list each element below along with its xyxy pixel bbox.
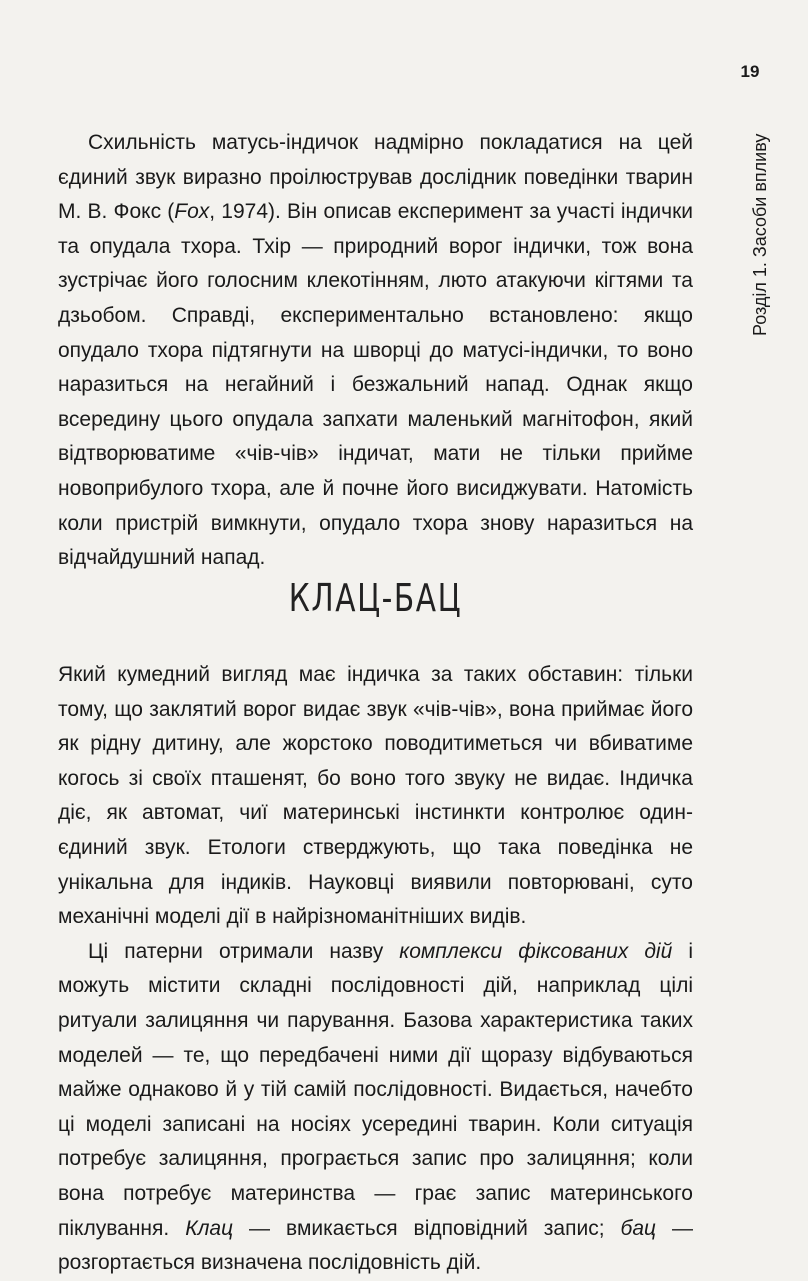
section-heading: КЛАЦ-БАЦ (288, 576, 463, 620)
running-header: Розділ 1. Засоби впливу (750, 133, 770, 336)
term-italic: комплекси фіксованих дій (399, 939, 673, 963)
text-span: — розгортається визначена послідовність дій. (58, 1216, 693, 1275)
paragraph-fixed-action-patterns (58, 935, 693, 1281)
text-span: Ці патерни отримали назву (88, 939, 400, 963)
term-italic: бац (620, 1216, 657, 1240)
text-span: , 1974). Він описав експеримент за участі індички та опудала тхора. Тхір — природний ворог індички, тож вона зустрічає його голосним клекотінням, люто атакуючи кігтями та дзьобом. Справді, експериментально встановлено: якщо опудало тхора підтягнути на шворці до матусі-індички, то воно наразиться на негайний і безжальний напад. Однак якщо всередину цього опудала запхати маленький магнітофон, який відтворюватиме «чів-чів» індичат, мати не тільки прийме новоприбулого тхора, але й почне його висиджувати. Натомість коли пристрій вимкнути, опудало тхора знову наразиться на відчайдушний напад. (58, 200, 693, 570)
section-body (58, 658, 693, 1281)
paragraph-turkey-behavior: Який кумедний вигляд має індичка за таких обставин: тільки тому, що заклятий ворог видає звук «чів-чів», вона приймає його як рідну дитину, але жорстоко поводитиметься чи вбиватиме когось зі своїх пташенят, бо воно того звуку не видає. Індичка діє, як автомат, чиї материнські інстинкти контролює один-єдиний звук. Етологи стверджують, що така поведінка не унікальна для індиків. Науковці виявили повторювані, суто механічні моделі дії в найрізноманітніших видів. (58, 663, 693, 929)
paragraph-fox-experiment (58, 126, 693, 576)
paragraph-text (58, 126, 693, 576)
term-italic: Клац (185, 1216, 234, 1240)
page-number: 19 (740, 62, 760, 81)
citation-author: Fox (174, 200, 210, 224)
text-span: — вмикається відповідний запис; (233, 1216, 621, 1240)
text-span: і можуть містити складні послідовності дій, наприклад цілі ритуали залицяння чи парування. Базова характеристика таких моделей — те, що передбачені ними дії щоразу відбуваються майже однаково й у тій самій послідовності. Видається, начебто ці моделі записані на носіях усередині тварин. Коли ситуація потребує залицяння, програється запис про залицяння; коли вона потребує материнства — грає запис материнського піклування. (58, 939, 694, 1240)
text-span: Схильність матусь-індичок надмірно покладатися на цей єдиний звук виразно проілюстрував дослідник поведінки тварин М. В. Фокс ( (58, 131, 693, 224)
